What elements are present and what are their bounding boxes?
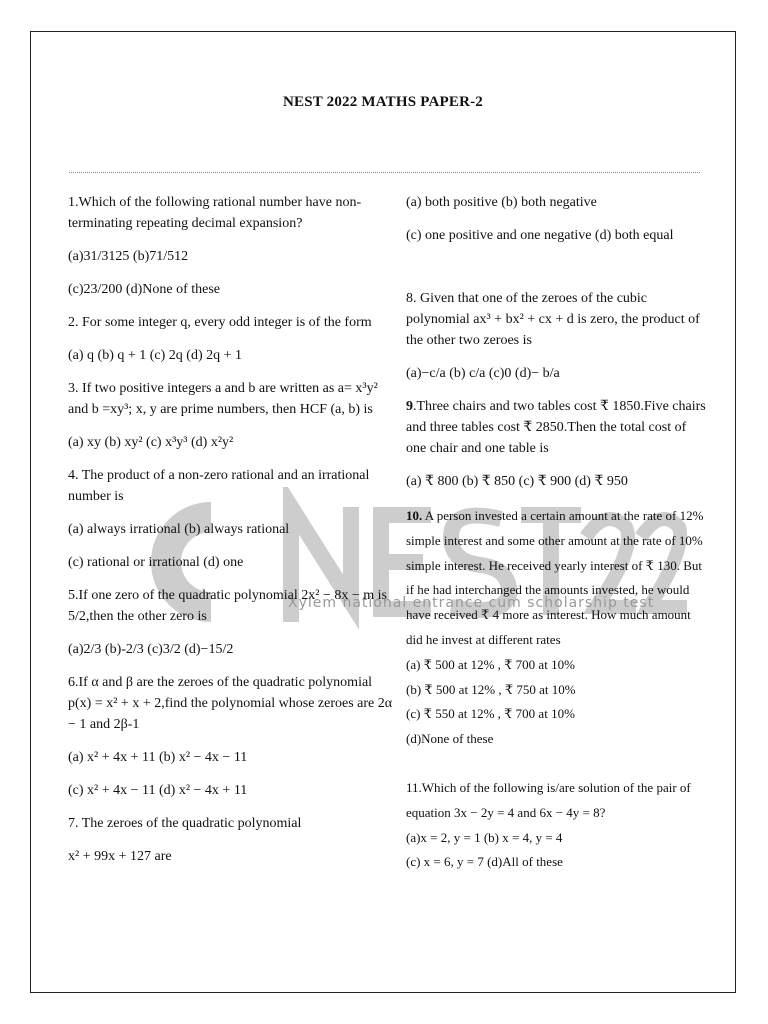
question-4-options-ab: (a) always irrational (b) always rational [68, 522, 290, 537]
question-7-polynomial: x² + 99x + 127 are [68, 849, 172, 864]
question-6: 6.If α and β are the zeroes of the quadratic polynomial p(x) = x² + x + 2,find the polynomial whose zeroes are 2α − 1 and 2β-1 [68, 675, 393, 732]
question-2: 2. For some integer q, every odd integer is of the form [68, 315, 372, 330]
question-11-options-ab: (a)x = 2, y = 1 (b) x = 4, y = 4 [406, 829, 563, 845]
question-10-option-d: (d)None of these [406, 731, 494, 747]
question-10-option-b: (b) ₹ 500 at 12% , ₹ 750 at 10% [406, 681, 576, 697]
question-9 [406, 396, 706, 459]
question-2-options: (a) q (b) q + 1 (c) 2q (d) 2q + 1 [68, 348, 243, 363]
question-6-options-ab: (a) x² + 4x + 11 (b) x² − 4x − 11 [68, 750, 248, 765]
page-title: NEST 2022 MATHS PAPER-2 [282, 94, 484, 110]
question-4: 4. The product of a non-zero rational and an irrational number is [68, 468, 370, 504]
question-8: 8. Given that one of the zeroes of the cubic polynomial ax³ + bx² + cx + d is zero, the product of the other two zeroes is [406, 291, 700, 348]
question-1: 1.Which of the following rational number have non-terminating repeating decimal expansion? [68, 195, 362, 231]
question-5: 5.If one zero of the quadratic polynomial 2x² − 8x − m is 5/2,then the other zero is [68, 588, 387, 624]
question-3-options: (a) xy (b) xy² (c) x³y³ (d) x²y² [68, 435, 234, 450]
left-column [68, 192, 398, 867]
question-3: 3. If two positive integers a and b are written as a= x³y² and b =xy³; x, y are prime numbers, then HCF (a, b) is [68, 381, 378, 417]
question-7: 7. The zeroes of the quadratic polynomial [68, 816, 302, 831]
question-7-options-ab: (a) both positive (b) both negative [406, 195, 597, 210]
question-11: 11.Which of the following is/are solution of the pair of equation 3x − 2y = 4 and 6x − 4y = 8? [406, 779, 691, 820]
watermark-caption: Xylem national entrance cum scholarship test [288, 595, 655, 611]
question-9-number: 9 [406, 399, 413, 414]
question-10-option-c: (c) ₹ 550 at 12% , ₹ 700 at 10% [406, 706, 575, 722]
question-9-options: (a) ₹ 800 (b) ₹ 850 (c) ₹ 900 (d) ₹ 950 [406, 474, 628, 489]
question-10-text: A person invested a certain amount at the rate of 12% simple interest and some other amount at the rate of 10% simple interest. He received yearly interest of ₹ 130. But if he had interchanged the amounts invested, he would have received ₹ 4 more as interest. How much amount did he invest at different rates [406, 508, 704, 647]
question-7-options-cd: (c) one positive and one negative (d) both equal [406, 228, 674, 243]
dotted-divider [69, 172, 700, 173]
question-5-options: (a)2/3 (b)-2/3 (c)3/2 (d)−15/2 [68, 642, 234, 657]
right-column [406, 192, 706, 875]
question-11-options-cd: (c) x = 6, y = 7 (d)All of these [406, 854, 563, 870]
question-6-options-cd: (c) x² + 4x − 11 (d) x² − 4x + 11 [68, 783, 248, 798]
question-8-options: (a)−c/a (b) c/a (c)0 (d)− b/a [406, 366, 560, 381]
question-9-text: .Three chairs and two tables cost ₹ 1850.Five chairs and three tables cost ₹ 2850.Then the total cost of one chair and one table is [406, 399, 706, 456]
question-1-options-ab: (a)31/3125 (b)71/512 [68, 249, 189, 264]
question-10-number: 10. [406, 508, 423, 523]
question-10 [406, 504, 706, 653]
paper-page [30, 31, 736, 993]
question-1-options-cd: (c)23/200 (d)None of these [68, 282, 221, 297]
question-10-option-a: (a) ₹ 500 at 12% , ₹ 700 at 10% [406, 656, 575, 672]
question-4-options-cd: (c) rational or irrational (d) one [68, 555, 244, 570]
